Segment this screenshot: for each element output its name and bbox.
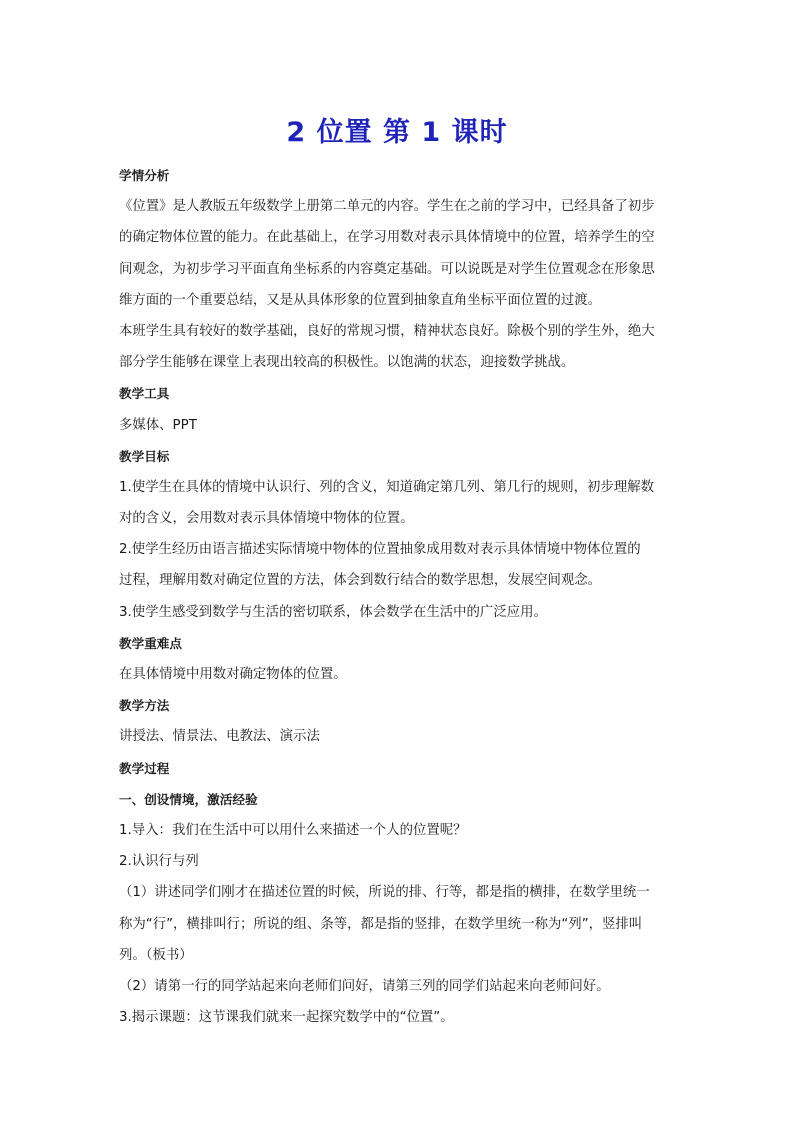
section-heading: 教学目标 [119, 448, 170, 464]
section-heading: 教学工具 [119, 386, 170, 402]
body-text-line: 本班学生具有较好的数学基础，良好的常规习惯，精神状态良好。除极个别的学生外，绝大 [119, 323, 655, 339]
document-title: 2 位置 第 1 课时 [286, 117, 508, 148]
body-text-line: 的确定物体位置的能力。在此基础上，在学习用数对表示具体情境中的位置，培养学生的空 [119, 230, 655, 246]
body-text-line: 间观念，为初步学习平面直角坐标系的内容奠定基础。可以说既是对学生位置观念在形象思 [119, 261, 655, 277]
body-text-line: 列。（板书） [119, 947, 193, 963]
body-text-line: 维方面的一个重要总结，又是从具体形象的位置到抽象直角坐标平面位置的过渡。 [119, 292, 602, 308]
body-text-line: （2）请第一行的同学站起来向老师们问好，请第三列的同学们站起来向老师问好。 [119, 978, 610, 994]
body-text-line: 在具体情境中用数对确定物体的位置。 [119, 667, 347, 682]
body-text-line: 讲授法、情景法、电教法、演示法 [119, 729, 320, 745]
section-heading: 教学重难点 [119, 635, 182, 651]
section-heading: 一、创设情境，激活经验 [119, 791, 258, 807]
body-text-line: 2.使学生经历由语言描述实际情境中物体的位置抽象成用数对表示具体情境中物体位置的 [119, 542, 641, 558]
section-heading: 教学方法 [119, 698, 170, 714]
body-text-line: 过程，理解用数对确定位置的方法，体会到数行结合的数学思想，发展空间观念。 [119, 573, 602, 589]
body-text-line: 1.导入：我们在生活中可以用什么来描述一个人的位置呢？ [119, 822, 467, 838]
body-text-line: 称为“行”，横排叫行；所说的组、条等，都是指的竖排，在数学里统一称为“列”，竖排叫 [119, 916, 643, 932]
body-text-line: 部分学生能够在课堂上表现出较高的积极性。以饱满的状态，迎接数学挑战。 [119, 355, 575, 371]
document-body [119, 160, 679, 1033]
body-text-line: 《位置》是人教版五年级数学上册第二单元的内容。学生在之前的学习中，已经具备了初步 [119, 199, 655, 215]
section-heading: 学情分析 [119, 168, 170, 183]
body-text-line: 1.使学生在具体的情境中认识行、列的含义，知道确定第几列、第几行的规则，初步理解数 [119, 479, 655, 495]
body-text-line: 多媒体、PPT [119, 417, 197, 433]
body-text-line: 2.认识行与列 [119, 854, 199, 870]
section-heading: 教学过程 [119, 760, 170, 776]
body-text-line: 3.使学生感受到数学与生活的密切联系，体会数学在生活中的广泛应用。 [119, 604, 547, 620]
body-text-line: （1）讲述同学们刚才在描述位置的时候，所说的排、行等，都是指的横排，在数学里统一 [119, 885, 650, 901]
body-text-line: 对的含义，会用数对表示具体情境中物体的位置。 [119, 511, 414, 527]
body-text-line: 3.揭示课题：这节课我们就来一起探究数学中的“位置”。 [119, 1010, 454, 1026]
